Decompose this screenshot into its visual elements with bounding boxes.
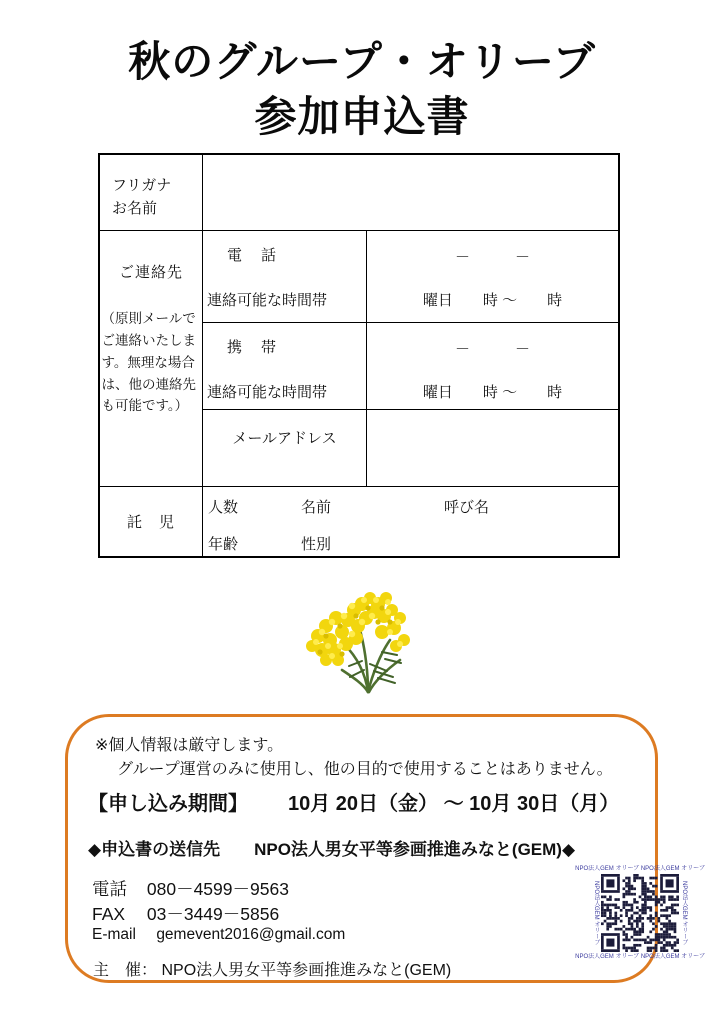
application-period-label: 【申し込み期間】 (88, 793, 248, 815)
qr-code-block (573, 865, 707, 961)
email-label-cell (203, 410, 367, 487)
privacy-note-line2: グループ運営のみに使用し、他の目的で使用することはありません。 (117, 761, 613, 778)
phone-label: 電 話 (227, 247, 279, 264)
phone-number-blank: － － (454, 249, 530, 266)
email-input-area[interactable] (367, 410, 618, 487)
contact-label-cell (100, 231, 203, 487)
contact-label: ご連絡先 (118, 264, 183, 281)
childcare-name-label: 名前 (301, 499, 332, 516)
mobile-time-label: 連絡可能な時間帯 (207, 384, 328, 401)
childcare-input-area[interactable] (203, 487, 618, 556)
qr-caption-left: NPO法人GEM オリーブ (593, 880, 599, 946)
phone-input-area[interactable] (367, 231, 618, 323)
submission-recipient: ◆申込書の送信先 NPO法人男女平等参画推進みなと(GEM)◆ (88, 840, 576, 859)
phone-time-label: 連絡可能な時間帯 (207, 292, 328, 309)
qr-caption-top: NPO法人GEM オリーブ NPO法人GEM オリーブ (575, 866, 705, 872)
contact-phone-row (92, 876, 289, 901)
notice-box (65, 714, 705, 983)
contact-fax-row (92, 901, 279, 926)
application-form-table (98, 153, 620, 558)
childcare-gender-label: 性別 (301, 536, 332, 553)
privacy-note-line1: ※個人情報は厳守します。 (95, 737, 284, 754)
qr-caption-bottom: NPO法人GEM オリーブ NPO法人GEM オリーブ (575, 954, 705, 960)
qr-code-image (601, 874, 679, 952)
organizer-row (93, 957, 451, 980)
page-title-line1: 秋のグループ・オリーブ (128, 38, 596, 85)
contact-email-address: gemevent2016@gmail.com (156, 926, 346, 943)
childcare-nickname-label: 呼び名 (444, 499, 490, 516)
contact-fax-number: 03－3449－5856 (146, 904, 280, 924)
phone-time-blank: 曜日 時 ～ 時 (422, 292, 563, 309)
email-label: メールアドレス (232, 430, 337, 447)
childcare-age-label: 年齢 (208, 536, 239, 553)
page-title (0, 34, 724, 145)
mobile-label: 携 帯 (227, 339, 279, 356)
furigana-label: フリガナ (112, 177, 172, 194)
mobile-time-blank: 曜日 時 ～ 時 (422, 384, 563, 401)
contact-phone-number: 080－4599－9563 (146, 879, 289, 899)
name-label-cell (100, 155, 203, 231)
contact-note: （原則メールでご連絡いたします。無理な場合は、他の連絡先も可能です。） (101, 311, 196, 414)
organizer-name: NPO法人男女平等参画推進みなと(GEM) (161, 962, 452, 979)
application-period-value: 10月 20日（金） ～ 10月 30日（月） (288, 793, 620, 815)
application-period (88, 787, 619, 816)
organizer-label: 主 催： (93, 962, 158, 979)
mimosa-flower-image (296, 588, 418, 696)
childcare-label: 託 児 (126, 514, 175, 531)
mobile-number-blank: － － (454, 341, 530, 358)
name-label: お名前 (112, 199, 158, 217)
mobile-label-cell (203, 323, 367, 410)
childcare-count-label: 人数 (208, 499, 239, 516)
contact-email-label: E-mail (92, 926, 136, 943)
page-title-line2: 参加申込書 (254, 93, 470, 141)
phone-label-cell (203, 231, 367, 323)
childcare-label-cell (100, 487, 203, 556)
mobile-input-area[interactable] (367, 323, 618, 410)
contact-fax-label: FAX (92, 904, 126, 924)
qr-caption-right: NPO法人GEM オリーブ (681, 880, 687, 946)
contact-phone-label: 電話 (92, 879, 127, 899)
contact-email-row (92, 926, 345, 944)
name-input-area[interactable] (203, 155, 618, 231)
